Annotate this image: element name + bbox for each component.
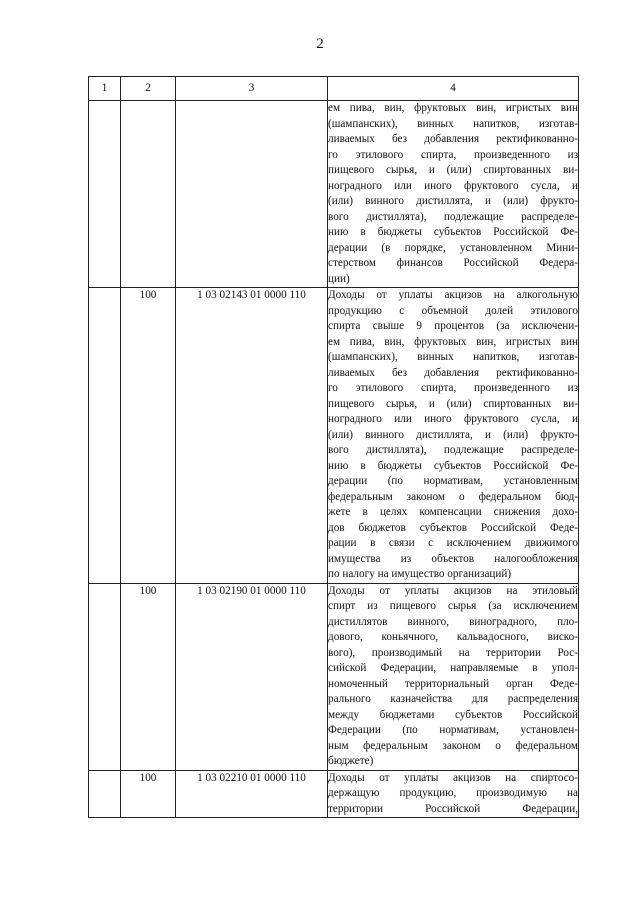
description-line: бюджете) <box>328 755 374 767</box>
description-line: дистиллятов винного, виноградного, пло- <box>328 615 578 628</box>
description-line: дов бюджетов субъектов Российской Феде- <box>328 521 578 534</box>
description-line: пищевого сырья, и (или) спиртованных ви- <box>328 164 578 176</box>
row-number-cell <box>89 288 121 584</box>
description-line: ем пива, вин, фруктовых вин, игристых вин <box>328 335 578 348</box>
description-line: федеральным законом о федеральном бюд- <box>328 490 578 503</box>
description-line: держащую продукцию, производимую на <box>328 787 578 799</box>
description-line: продукцию с объемной долей этилового <box>328 304 578 317</box>
description-line: стерством финансов Российской Федера- <box>328 257 578 269</box>
table-row <box>89 583 579 770</box>
description-line: сийской Федерации, направляемые в упол- <box>328 662 578 674</box>
administrator-code-cell: 100 <box>121 583 176 770</box>
table-header-row <box>89 77 579 101</box>
description-line: ноградного или иного фруктового сусла, и <box>328 413 578 425</box>
description-line: вого дистиллята), подлежащие распределе- <box>328 210 578 223</box>
description-line: вого дистиллята), подлежащие распределе- <box>328 444 578 456</box>
description-line: дерации (по нормативам, установленным <box>328 475 578 487</box>
description-line: между бюджетами субъектов Российской <box>328 708 578 721</box>
revenue-code-cell: 1 03 02190 01 0000 110 <box>176 583 328 770</box>
administrator-code-cell: 100 <box>121 770 176 818</box>
column-header-4: 4 <box>328 77 579 101</box>
description-line: Доходы от уплаты акцизов на этиловый <box>328 584 578 597</box>
description-line: го этилового спирта, произведенного из <box>328 382 578 394</box>
description-line: вого), производимый на территории Рос- <box>328 646 578 659</box>
description-line: (шампанских), винных напитков, изготав- <box>328 117 578 130</box>
page-number: 2 <box>316 36 324 52</box>
administrator-code-cell: 100 <box>121 288 176 584</box>
description-line: дового, коньячного, кальвадосного, виско- <box>328 631 578 643</box>
description-line: спирт из пищевого сырья (за исключением <box>328 600 578 612</box>
description-line: Доходы от уплаты акцизов на спиртосо- <box>328 771 578 784</box>
revenue-description-cell <box>328 770 579 818</box>
revenue-code-cell <box>176 101 328 288</box>
row-number-cell <box>89 101 121 288</box>
revenue-code-cell: 1 03 02143 01 0000 110 <box>176 288 328 584</box>
table-row <box>89 101 579 288</box>
row-number-cell <box>89 770 121 818</box>
description-line: спирта свыше 9 процентов (за исключени- <box>328 320 578 332</box>
description-line: ливаемых без добавления ректификованно- <box>328 366 578 379</box>
description-line: ем пива, вин, фруктовых вин, игристых вин <box>328 102 578 114</box>
description-line: номоченный территориальный орган Федe- <box>328 677 578 690</box>
description-line: имущества из объектов налогообложения <box>328 552 578 565</box>
table-row <box>89 288 579 584</box>
column-header-1: 1 <box>89 77 121 101</box>
description-line: ливаемых без добавления ректификованно- <box>328 133 578 145</box>
description-line: ным федеральным законом о федеральном <box>328 739 578 752</box>
column-header-2: 2 <box>121 77 176 101</box>
description-line: рации в связи с исключением движимого <box>328 537 578 549</box>
revenue-classification-table <box>88 76 579 818</box>
description-line: нию в бюджеты субъектов Российской Фе- <box>328 459 578 472</box>
description-line: Федерации (по нормативам, установлен- <box>328 724 578 736</box>
description-line: по налогу на имущество организаций) <box>328 568 512 580</box>
description-line: (шампанских), винных напитков, изготав- <box>328 351 578 363</box>
description-line: ноградного или иного фруктового сусла, и <box>328 179 578 192</box>
description-line: нию в бюджеты субъектов Российской Фе- <box>328 226 578 238</box>
description-line: рального казначейства для распределения <box>328 693 578 705</box>
column-header-3: 3 <box>176 77 328 101</box>
table-body <box>89 101 579 818</box>
description-line: го этилового спирта, произведенного из <box>328 148 578 161</box>
description-line: пищевого сырья, и (или) спиртованных ви- <box>328 397 578 410</box>
table-row <box>89 770 579 818</box>
row-number-cell <box>89 583 121 770</box>
revenue-description-cell <box>328 288 579 584</box>
revenue-code-cell: 1 03 02210 01 0000 110 <box>176 770 328 818</box>
description-line: ции) <box>328 272 350 285</box>
administrator-code-cell <box>121 101 176 288</box>
description-line: дерации (в порядке, установленном Мини- <box>328 241 578 254</box>
description-line: Доходы от уплаты акцизов на алкогольную <box>328 289 578 301</box>
revenue-description-cell <box>328 101 579 288</box>
revenue-description-cell <box>328 583 579 770</box>
description-line: (или) винного дистиллята, и (или) фрукто- <box>328 428 578 441</box>
description-line: жете в целях компенсации снижения дохо- <box>328 506 578 518</box>
description-line: (или) винного дистиллята, и (или) фрукто- <box>328 195 578 207</box>
description-line: территории Российской Федерации, <box>328 802 578 815</box>
